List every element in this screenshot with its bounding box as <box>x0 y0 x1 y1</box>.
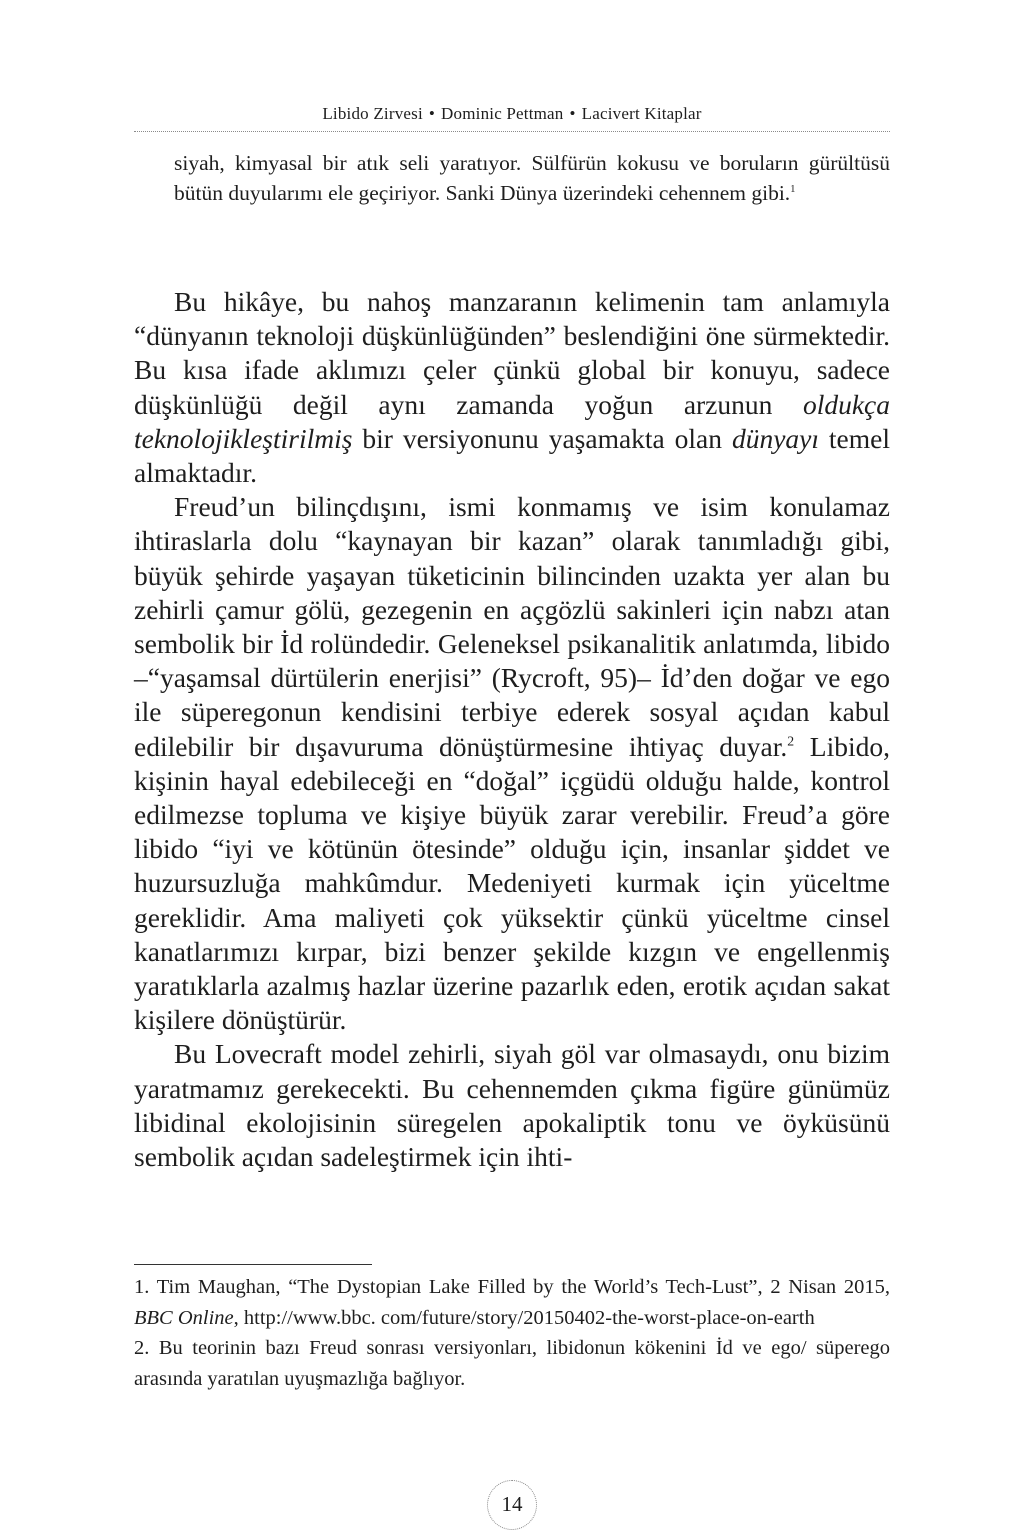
running-header <box>134 104 890 124</box>
footnote-1 <box>134 1272 890 1333</box>
author-name: Dominic Pettman <box>441 104 564 123</box>
paragraph-text: Bu Lovecraft model zehirli, siyah göl var olmasaydı, onu bizim yaratmamız gerekecekti. Bu cehennemden çıkma figüre günümüz libidinal ekolojisinin süregelen apokaliptik tonu ve öyküsünü sembolik açıdan sadeleştirmek için ihti- <box>134 1038 890 1173</box>
paragraph-1 <box>134 285 890 490</box>
page-number: 14 <box>487 1480 537 1530</box>
footnote-text: 1. Tim Maughan, “The Dystopian Lake Filled by the World’s Tech-Lust”, 2 Nisan 2015, <box>134 1276 890 1298</box>
paragraph-text: Libido, kişinin hayal edebileceği en “doğal” içgüdü olduğu halde, kontrol edilmezse topluma ve kişiye büyük zarar verebilir. Freud’a göre libido “iyi ve kötünün ötesinde” olduğu için, insanlar şiddet ve huzursuzluğa mahkûmdur. Medeniyeti kurmak için yüceltme gereklidir. Ama maliyeti çok yüksektir çünkü yüceltme cinsel kanatlarımızı kırpar, bizi benzer şekilde kızgın ve engellenmiş yaratıklarla azalmış hazlar üzerine pazarlık eden, erotik açıdan sakat kişilere dönüştürür. <box>134 730 890 1036</box>
footnotes <box>134 1272 890 1394</box>
paragraph-3 <box>134 1037 890 1174</box>
footnote-ref-2: 2 <box>787 733 795 749</box>
paragraph-text: temel almaktadır. <box>134 422 890 489</box>
paragraph-text: Freud’un bilinçdışını, ismi konmamış ve isim konulamaz ihtiraslarla dolu “kaynayan bir kazan” olarak tanımladığı gibi, büyük şehirde yaşayan tüketicinin bilincinden uzakta yer alan bu zehirli çamur gölü, gezegenin en açgözlü sakinleri için nabzı atan sembolik bir İd rolündedir. Geleneksel psikanalitik anlatımda, libido –“yaşamsal dürtülerin enerjisi” (Rycroft, 95)– İd’den doğar ve ego ile süperegonun kendisini terbiye ederek sosyal açıdan kabul edilebilir bir dışavuruma dönüştürmesine ihtiyaç duyar. <box>134 491 890 762</box>
paragraph-text: Bu hikâye, bu nahoş manzaranın kelimenin tam anlamıyla “dünyanın teknoloji düşkünlüğünden” beslendiğini öne sürmektedir. Bu kısa ifade aklımızı çeler çünkü global bir konuyu, sadece düşkünlüğü değil aynı zamanda yoğun arzunun <box>134 286 890 420</box>
emphasis-text: oldukça teknolojikleştirilmiş <box>134 388 890 454</box>
footnote-divider <box>134 1264 372 1265</box>
block-quote <box>174 148 890 208</box>
book-title: Libido Zirvesi <box>322 104 423 123</box>
paragraph-text: bir versiyonunu yaşamakta olan <box>352 422 732 454</box>
emphasis-text: dünyayı <box>731 422 819 454</box>
quote-text: siyah, kimyasal bir atık seli yaratıyor. Sülfürün kokusu ve boruların gürültüsü bütün duyularımı ele geçiriyor. Sanki Dünya üzerindeki cehennem gibi. <box>174 151 890 205</box>
footnote-2: 2. Bu teorinin bazı Freud sonrası versiyonları, libidonun kökenini İd ve ego/ süperego arasında yaratılan uyuşmazlığa bağlıyor. <box>134 1337 890 1390</box>
footnote-source: BBC Online <box>134 1306 234 1329</box>
header-separator: • <box>428 104 436 123</box>
publisher-name: Lacivert Kitaplar <box>581 104 702 123</box>
footnote-ref-1: 1 <box>790 182 796 195</box>
paragraph-2 <box>134 490 890 1037</box>
header-divider <box>134 131 890 132</box>
header-separator: • <box>569 104 576 123</box>
footnote-url: , http://www.bbc. com/future/story/20150402-the-worst-place-on-earth <box>233 1306 815 1329</box>
main-text <box>134 285 890 1174</box>
